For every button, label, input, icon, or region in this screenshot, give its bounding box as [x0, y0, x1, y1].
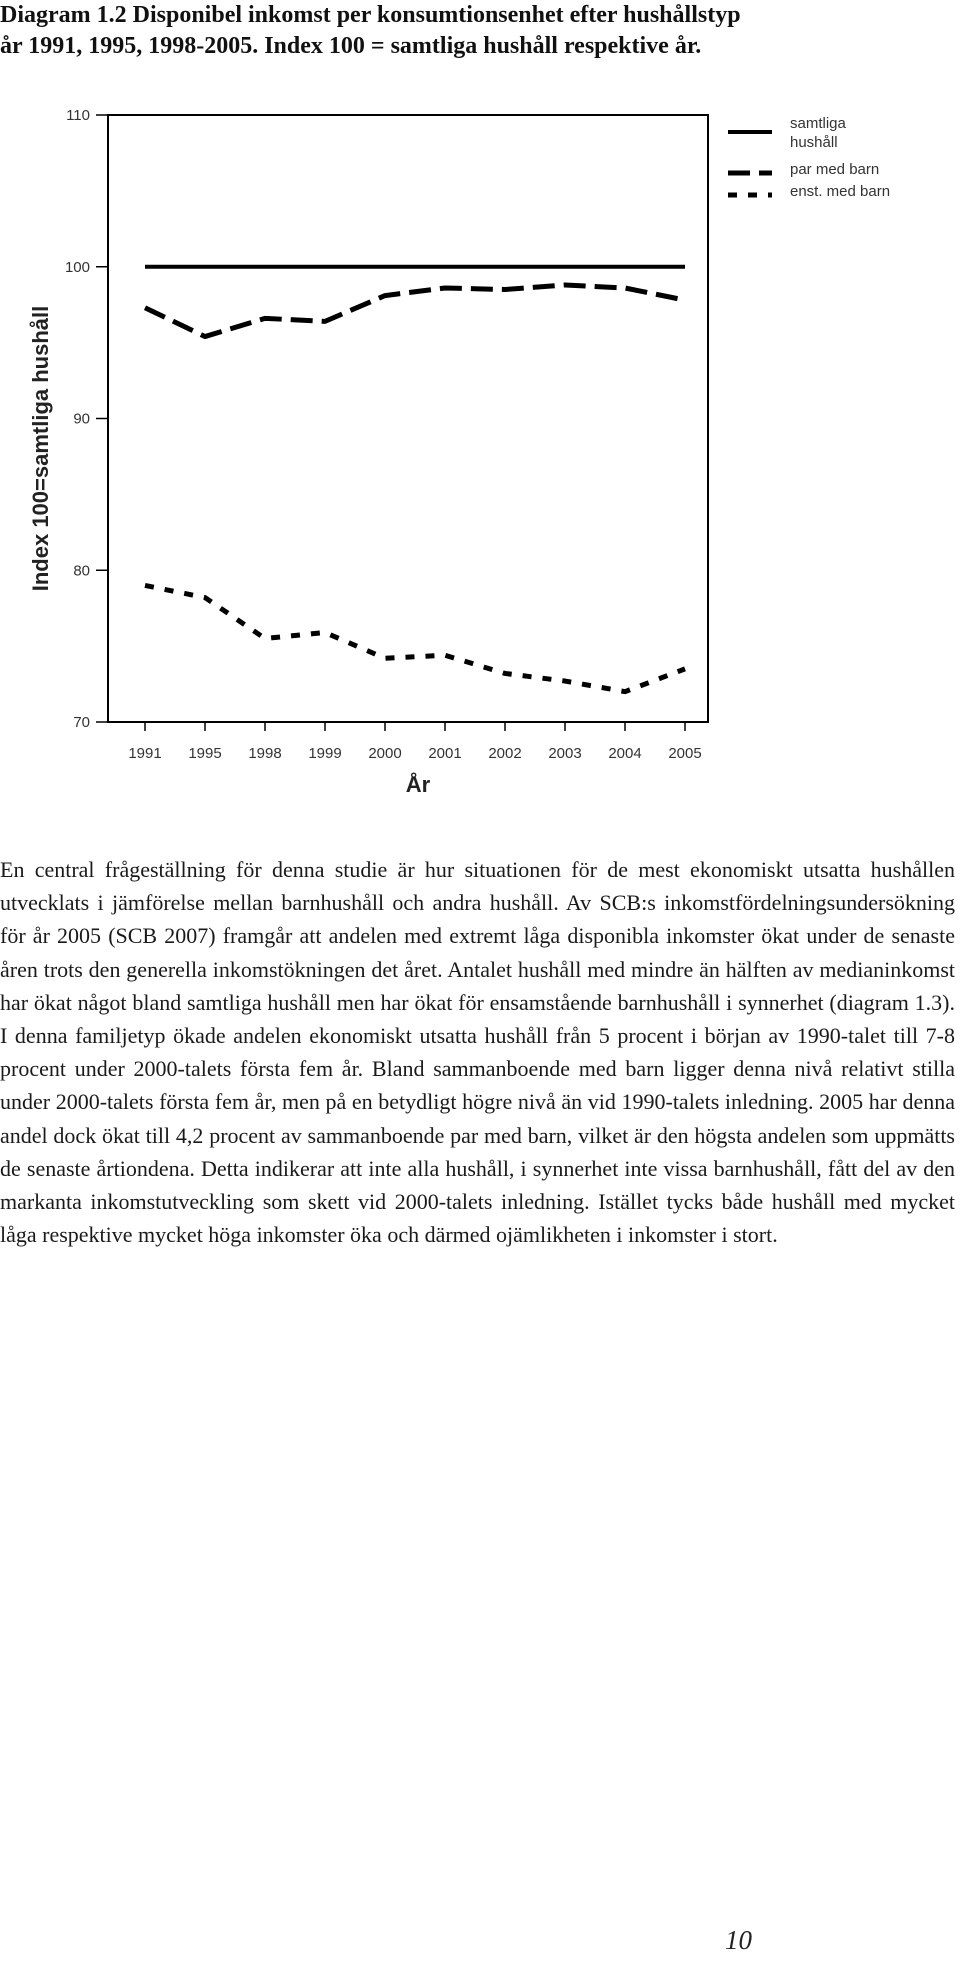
y-tick-label: 90	[73, 410, 90, 428]
chart-axes	[108, 115, 708, 722]
x-tick-label: 2004	[608, 745, 642, 762]
x-axis-label: År	[405, 772, 431, 797]
y-tick-label: 70	[73, 714, 90, 731]
x-tick-label: 2001	[428, 745, 462, 762]
y-tick-label: 110	[66, 107, 90, 124]
x-tick-label: 2005	[668, 745, 702, 762]
x-tick-label: 1995	[188, 745, 222, 762]
legend-label-3: enst. med barn	[790, 183, 891, 200]
page-number: 10	[725, 1925, 752, 1955]
chart-legend	[728, 115, 890, 200]
figure-heading-line-2: år 1991, 1995, 1998-2005. Index 100 = samtliga hushåll respektive år.	[0, 33, 702, 59]
x-axis-ticks	[128, 722, 701, 762]
x-tick-label: 1998	[248, 745, 282, 762]
legend-label-2: par med barn	[790, 161, 880, 178]
y-axis-ticks	[65, 107, 108, 731]
plot-frame	[108, 115, 708, 722]
body-paragraph: En central frågeställning för denna studie är hur situationen för de mest ekonomiskt utsatta hushållen utvecklats i jämförelse mellan barnhushåll och andra hushåll. Av SCB:s inkomstfördelningsundersökning för år 2005 (SCB 2007) framgår att andelen med extremt låga disponibla inkomster ökat under de senaste åren trots den generella inkomstökningen det året. Antalet hushåll med mindre än hälften av medianinkomst har ökat något bland samtliga hushåll men har ökat för ensamstående barnhushåll i synnerhet (diagram 1.3). I denna familjetyp ökade andelen ekonomiskt utsatta hushåll från 5 procent i början av 1990-talet till 7-8 procent under 2000-talets första fem år. Bland sammanboende med barn ligger denna nivå relativt stilla under 2000-talets första fem år, men på en betydligt högre nivå än vid 1990-talets inledning. 2005 har denna andel dock ökat till 4,2 procent av sammanboende par med barn, vilket är den högsta andelen som uppmätts de senaste årtiondena. Detta indikerar att inte alla hushåll, i synnerhet inte vissa barnhushåll, fått del av den markanta inkomstutveckling som skett vid 2000-talets inledning. Istället tycks både hushåll med mycket låga respektive mycket höga inkomster öka och därmed ojämlikheten i inkomster i stort.	[0, 857, 955, 1248]
legend-label-1: samtliga hushåll	[790, 115, 846, 151]
series-line-3	[145, 585, 685, 691]
x-tick-label: 1991	[128, 745, 162, 762]
x-tick-label: 2000	[368, 745, 402, 762]
line-chart	[0, 90, 960, 800]
chart-series	[145, 267, 685, 692]
y-tick-label: 100	[64, 258, 90, 276]
x-tick-label: 2003	[548, 745, 582, 762]
y-axis-label: Index 100=samtliga hushåll	[28, 305, 53, 592]
figure-heading	[0, 0, 940, 62]
x-tick-label: 1999	[308, 745, 342, 762]
x-tick-label: 2002	[488, 745, 522, 762]
series-line-2	[145, 285, 685, 337]
figure-heading-line-1: Diagram 1.2 Disponibel inkomst per konsumtionsenhet efter hushållstyp	[0, 2, 741, 28]
y-tick-label: 80	[73, 562, 90, 580]
